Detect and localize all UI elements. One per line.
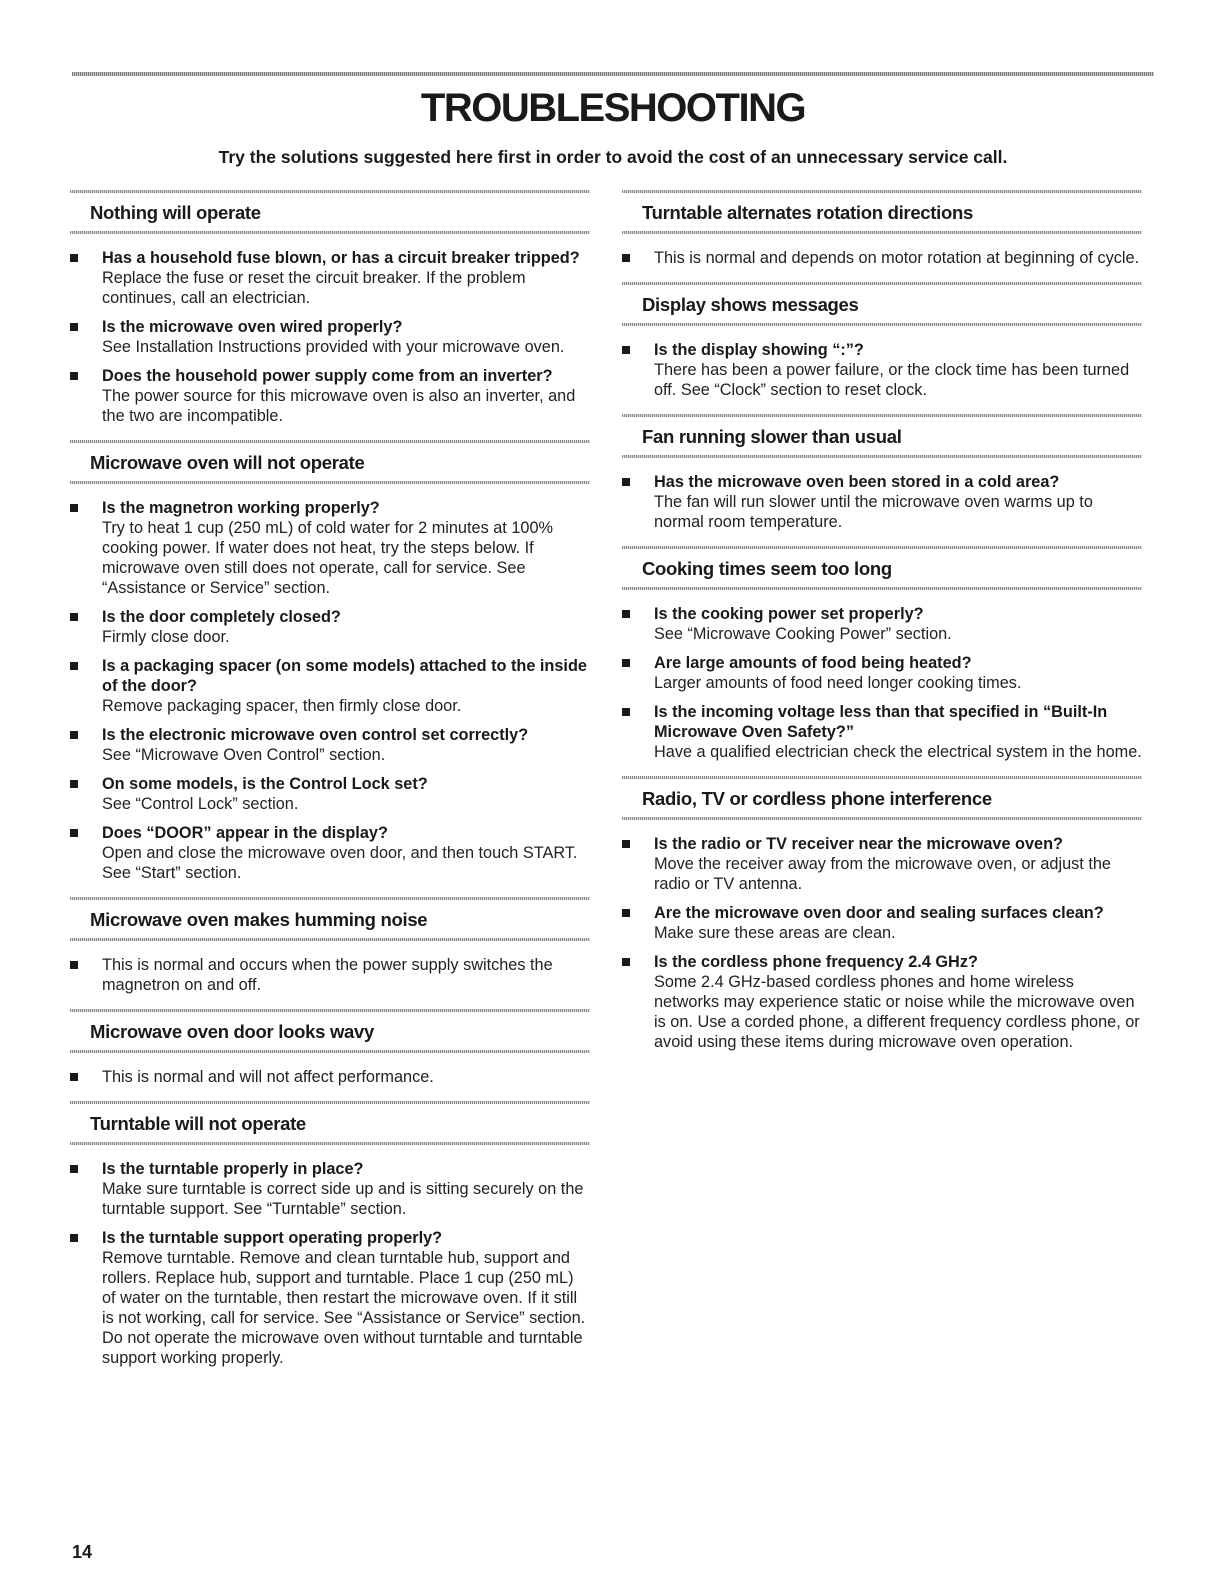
answer-text: See “Microwave Oven Control” section. bbox=[102, 746, 386, 764]
square-bullet-icon bbox=[70, 323, 78, 331]
list-item bbox=[622, 472, 1142, 532]
list-item bbox=[70, 366, 590, 426]
square-bullet-icon bbox=[622, 958, 630, 966]
section-items bbox=[622, 234, 1142, 282]
list-item bbox=[70, 1159, 590, 1219]
section-header bbox=[70, 1101, 590, 1145]
question-text: On some models, is the Control Lock set? bbox=[102, 775, 428, 793]
question-text: Does the household power supply come from an inverter? bbox=[102, 367, 553, 385]
question-text: Is the cooking power set properly? bbox=[654, 605, 924, 623]
square-bullet-icon bbox=[622, 254, 630, 262]
section-title: Microwave oven will not operate bbox=[90, 452, 365, 473]
section-title: Turntable alternates rotation directions bbox=[642, 202, 973, 223]
list-item bbox=[622, 952, 1142, 1052]
question-text: Is the incoming voltage less than that specified in “Built-In Microwave Oven Safety?” bbox=[654, 703, 1108, 741]
square-bullet-icon bbox=[70, 731, 78, 739]
square-bullet-icon bbox=[622, 346, 630, 354]
troubleshooting-section bbox=[70, 897, 590, 1009]
question-text: Is the radio or TV receiver near the microwave oven? bbox=[654, 835, 1063, 853]
question-text: Does “DOOR” appear in the display? bbox=[102, 824, 388, 842]
troubleshooting-section bbox=[70, 440, 590, 897]
list-item bbox=[622, 340, 1142, 400]
answer-text: Replace the fuse or reset the circuit breaker. If the problem continues, call an electrician. bbox=[102, 269, 526, 307]
troubleshooting-section bbox=[622, 414, 1142, 546]
list-item bbox=[70, 1067, 590, 1087]
section-items bbox=[70, 484, 590, 897]
question-text: Is the turntable support operating properly? bbox=[102, 1229, 443, 1247]
list-item bbox=[70, 656, 590, 716]
answer-text: The fan will run slower until the microwave oven warms up to normal room temperature. bbox=[654, 493, 1093, 531]
answer-text: The power source for this microwave oven is also an inverter, and the two are incompatible. bbox=[102, 387, 576, 425]
troubleshooting-section bbox=[70, 190, 590, 440]
section-title: Radio, TV or cordless phone interference bbox=[642, 788, 992, 809]
question-text: Is the turntable properly in place? bbox=[102, 1160, 364, 1178]
list-item bbox=[70, 317, 590, 357]
list-item bbox=[622, 903, 1142, 943]
section-items bbox=[622, 458, 1142, 546]
square-bullet-icon bbox=[70, 780, 78, 788]
section-title: Cooking times seem too long bbox=[642, 558, 892, 579]
question-text: Is the cordless phone frequency 2.4 GHz? bbox=[654, 953, 978, 971]
section-items bbox=[622, 590, 1142, 776]
troubleshooting-section bbox=[622, 546, 1142, 776]
answer-text: This is normal and depends on motor rotation at beginning of cycle. bbox=[654, 249, 1140, 267]
question-text: Are large amounts of food being heated? bbox=[654, 654, 972, 672]
left-column bbox=[70, 190, 590, 1382]
list-item bbox=[70, 955, 590, 995]
square-bullet-icon bbox=[622, 840, 630, 848]
square-bullet-icon bbox=[70, 961, 78, 969]
answer-text: See Installation Instructions provided with your microwave oven. bbox=[102, 338, 565, 356]
troubleshooting-section bbox=[70, 1009, 590, 1101]
list-item bbox=[70, 823, 590, 883]
section-items bbox=[622, 820, 1142, 1066]
square-bullet-icon bbox=[70, 254, 78, 262]
section-header bbox=[70, 440, 590, 484]
section-title: Display shows messages bbox=[642, 294, 859, 315]
square-bullet-icon bbox=[622, 610, 630, 618]
square-bullet-icon bbox=[70, 372, 78, 380]
answer-text: This is normal and will not affect performance. bbox=[102, 1068, 434, 1086]
section-items bbox=[70, 234, 590, 440]
question-text: Is the door completely closed? bbox=[102, 608, 341, 626]
section-items bbox=[70, 1145, 590, 1382]
square-bullet-icon bbox=[70, 1234, 78, 1242]
square-bullet-icon bbox=[70, 662, 78, 670]
answer-text: This is normal and occurs when the power supply switches the magnetron on and off. bbox=[102, 956, 553, 994]
answer-text: See “Control Lock” section. bbox=[102, 795, 299, 813]
square-bullet-icon bbox=[622, 708, 630, 716]
list-item bbox=[70, 248, 590, 308]
troubleshooting-section bbox=[622, 776, 1142, 1066]
list-item bbox=[70, 725, 590, 765]
answer-text: Make sure these areas are clean. bbox=[654, 924, 896, 942]
list-item bbox=[70, 774, 590, 814]
troubleshooting-section bbox=[622, 190, 1142, 282]
answer-text: Remove turntable. Remove and clean turntable hub, support and rollers. Replace hub, support and turntable. Place 1 cup (250 mL) of water on the turntable, then restart the microwave oven. If it still is not working, call for service. See “Assistance or Service” section. Do not operate the microwave oven without turntable and turntable support working properly. bbox=[102, 1249, 586, 1367]
list-item bbox=[622, 604, 1142, 644]
question-text: Is the display showing “:”? bbox=[654, 341, 864, 359]
answer-text: Remove packaging spacer, then firmly close door. bbox=[102, 697, 462, 715]
page-subtitle: Try the solutions suggested here first in order to avoid the cost of an unnecessary service call. bbox=[218, 147, 1008, 167]
section-title: Fan running slower than usual bbox=[642, 426, 902, 447]
section-header bbox=[622, 776, 1142, 820]
page-number: 14 bbox=[72, 1542, 93, 1562]
section-items bbox=[70, 941, 590, 1009]
answer-text: Move the receiver away from the microwave oven, or adjust the radio or TV antenna. bbox=[654, 855, 1111, 893]
list-item bbox=[622, 653, 1142, 693]
list-item bbox=[622, 248, 1142, 268]
list-item bbox=[70, 607, 590, 647]
section-header bbox=[622, 546, 1142, 590]
section-title: Microwave oven makes humming noise bbox=[90, 909, 428, 930]
square-bullet-icon bbox=[70, 1165, 78, 1173]
answer-text: Firmly close door. bbox=[102, 628, 230, 646]
list-item bbox=[622, 834, 1142, 894]
square-bullet-icon bbox=[622, 909, 630, 917]
answer-text: Larger amounts of food need longer cooking times. bbox=[654, 674, 1022, 692]
question-text: Has the microwave oven been stored in a cold area? bbox=[654, 473, 1060, 491]
question-text: Is the microwave oven wired properly? bbox=[102, 318, 403, 336]
section-title: Turntable will not operate bbox=[90, 1113, 306, 1134]
square-bullet-icon bbox=[622, 659, 630, 667]
top-rule bbox=[72, 72, 1154, 76]
list-item bbox=[70, 498, 590, 598]
section-header bbox=[622, 414, 1142, 458]
troubleshooting-section bbox=[622, 282, 1142, 414]
section-title: Nothing will operate bbox=[90, 202, 261, 223]
question-text: Is the magnetron working properly? bbox=[102, 499, 380, 517]
square-bullet-icon bbox=[70, 504, 78, 512]
list-item bbox=[622, 702, 1142, 762]
troubleshooting-section bbox=[70, 1101, 590, 1382]
answer-text: Try to heat 1 cup (250 mL) of cold water for 2 minutes at 100% cooking power. If water does not heat, try the steps below. If microwave oven still does not operate, call for service. See “Assistance or Service” section. bbox=[102, 519, 553, 597]
section-header bbox=[622, 190, 1142, 234]
square-bullet-icon bbox=[70, 1073, 78, 1081]
section-header bbox=[70, 190, 590, 234]
answer-text: There has been a power failure, or the clock time has been turned off. See “Clock” section to reset clock. bbox=[654, 361, 1130, 399]
section-header bbox=[70, 897, 590, 941]
section-title: Microwave oven door looks wavy bbox=[90, 1021, 375, 1042]
right-column bbox=[622, 190, 1142, 1066]
page-title: TROUBLESHOOTING bbox=[420, 86, 806, 130]
answer-text: Some 2.4 GHz-based cordless phones and home wireless networks may experience static or noise while the microwave oven is on. Use a corded phone, a different frequency cordless phone, or avoid using these items during microwave oven operation. bbox=[654, 973, 1140, 1051]
answer-text: Open and close the microwave oven door, and then touch START. See “Start” section. bbox=[102, 844, 578, 882]
section-header bbox=[70, 1009, 590, 1053]
section-items bbox=[622, 326, 1142, 414]
section-header bbox=[622, 282, 1142, 326]
question-text: Has a household fuse blown, or has a circuit breaker tripped? bbox=[102, 249, 580, 267]
question-text: Is the electronic microwave oven control set correctly? bbox=[102, 726, 529, 744]
square-bullet-icon bbox=[70, 829, 78, 837]
answer-text: Have a qualified electrician check the electrical system in the home. bbox=[654, 743, 1142, 761]
answer-text: Make sure turntable is correct side up and is sitting securely on the turntable support. See “Turntable” section. bbox=[102, 1180, 584, 1218]
question-text: Is a packaging spacer (on some models) attached to the inside of the door? bbox=[102, 657, 587, 695]
square-bullet-icon bbox=[70, 613, 78, 621]
square-bullet-icon bbox=[622, 478, 630, 486]
section-items bbox=[70, 1053, 590, 1101]
list-item bbox=[70, 1228, 590, 1368]
question-text: Are the microwave oven door and sealing surfaces clean? bbox=[654, 904, 1104, 922]
answer-text: See “Microwave Cooking Power” section. bbox=[654, 625, 952, 643]
